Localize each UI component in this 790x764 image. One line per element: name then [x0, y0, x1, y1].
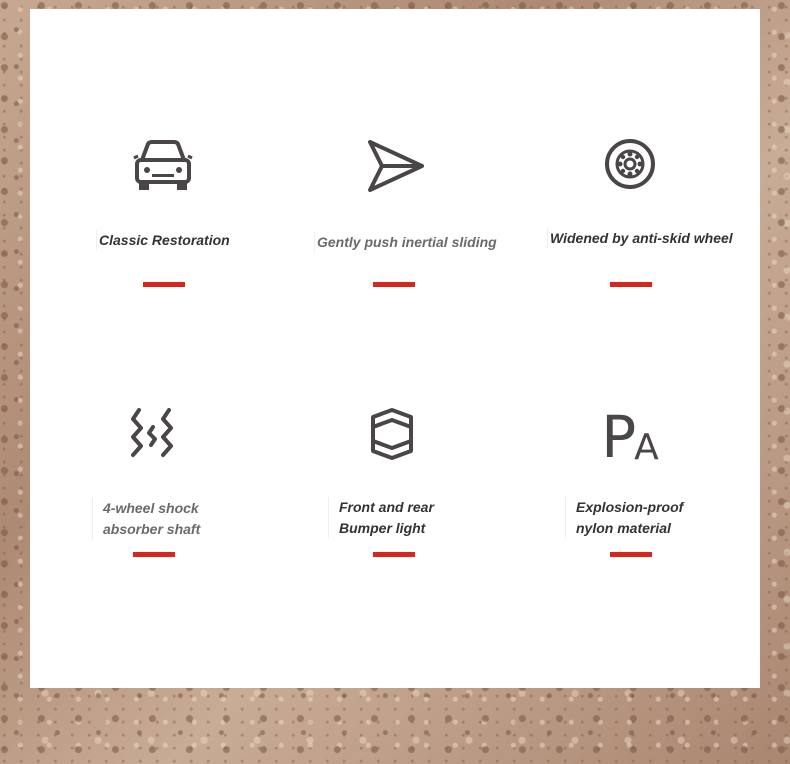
- feature-label-line: nylon material: [576, 520, 671, 536]
- feature-label-line: Gently push inertial sliding: [317, 234, 497, 250]
- wheel-icon: [598, 132, 662, 196]
- feature-label-line: Classic Restoration: [99, 232, 230, 248]
- pa-letter-p: P: [601, 403, 637, 471]
- pa-material-icon: [598, 402, 662, 471]
- feature-label: [547, 228, 733, 249]
- car-front-icon: [131, 134, 195, 198]
- accent-bar: [373, 282, 415, 287]
- accent-bar: [610, 552, 652, 557]
- feature-label: [314, 232, 497, 253]
- paper-plane-icon: [364, 134, 428, 198]
- feature-label: [565, 497, 683, 539]
- feature-label-line: Explosion-proof: [576, 499, 684, 515]
- feature-label-line: absorber shaft: [103, 521, 201, 537]
- feature-label: [328, 497, 434, 539]
- feature-label: [96, 230, 230, 251]
- accent-bar: [373, 552, 415, 557]
- accent-bar: [610, 282, 652, 287]
- accent-bar: [143, 282, 185, 287]
- feature-label-line: 4-wheel shock: [103, 500, 199, 516]
- feature-label: [92, 498, 200, 540]
- accent-bar: [133, 552, 175, 557]
- feature-panel: [30, 9, 760, 688]
- feature-label-line: Widened by anti-skid wheel: [550, 230, 733, 246]
- bumper-chevron-icon: [360, 402, 424, 466]
- feature-label-line: Bumper light: [339, 520, 426, 536]
- pa-letter-a: A: [634, 427, 659, 468]
- feature-label-line: Front and rear: [339, 499, 434, 515]
- shock-zigzag-icon: [121, 402, 185, 466]
